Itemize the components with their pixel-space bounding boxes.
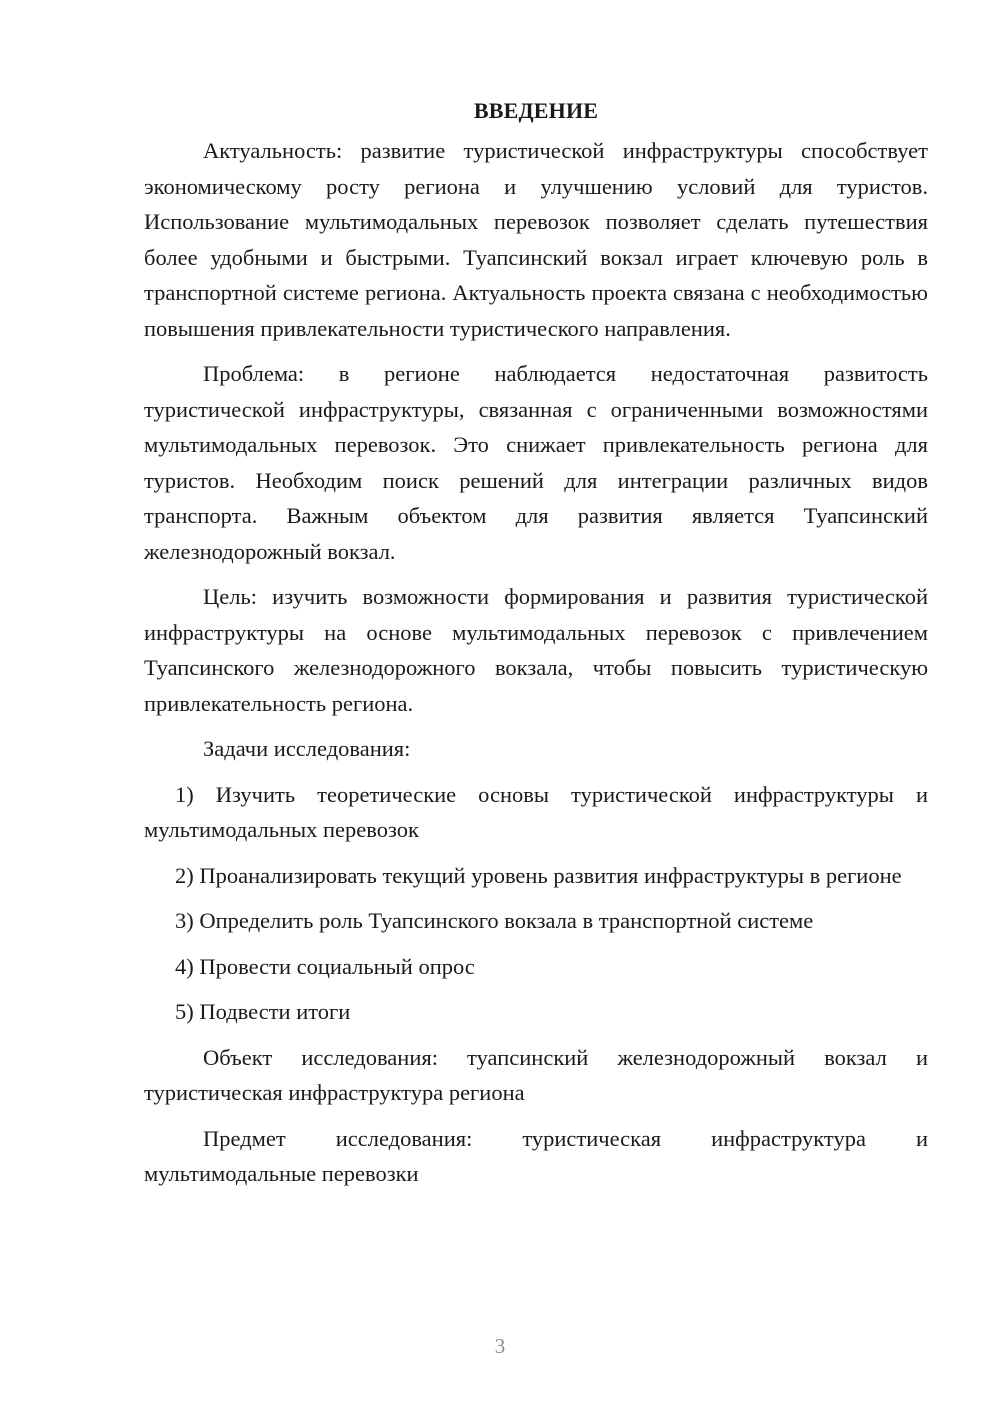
section-title: ВВЕДЕНИЕ — [473, 98, 599, 123]
subject-paragraph: Предмет исследования: туристическая инфраструктура и мультимодальные перевозки — [144, 1125, 928, 1186]
goal-paragraph: Цель: изучить возможности формирования и развития туристической инфраструктуры на основе мультимодальных перевозок с привлечением Туапсинского железнодорожного вокзала, чтобы повысить туристическую привлекательность региона. — [144, 584, 928, 716]
tasks-list — [144, 777, 928, 1030]
task-item: 2) Проанализировать текущий уровень развития инфраструктуры в регионе — [175, 862, 902, 888]
page-content — [144, 92, 928, 1192]
task-item: 5) Подвести итоги — [175, 999, 351, 1024]
object-paragraph: Объект исследования: туапсинский железнодорожный вокзал и туристическая инфраструктура региона — [144, 1044, 928, 1105]
relevance-paragraph: Актуальность: развитие туристической инфраструктуры способствует экономическому росту региона и улучшению условий для туристов. Использование мультимодальных перевозок позволяет сделать путешествия более удобными и быстрыми. Туапсинский вокзал играет ключевую роль в транспортной системе региона. Актуальность проекта связана с необходимостью повышения привлекательности туристического направления. — [144, 138, 928, 341]
page-number: 3 — [494, 1334, 506, 1358]
task-item: 3) Определить роль Туапсинского вокзала в транспортной системе — [175, 908, 814, 933]
task-item: 4) Провести социальный опрос — [175, 953, 475, 979]
tasks-heading: Задачи исследования: — [203, 736, 411, 761]
task-item: 1) Изучить теоретические основы туристической инфраструктуры и мультимодальных перевозок — [144, 781, 928, 842]
problem-paragraph: Проблема: в регионе наблюдается недостаточная развитость туристической инфраструктуры, связанная с ограниченными возможностями мультимодальных перевозок. Это снижает привлекательность региона для туристов. Необходим поиск решений для интеграции различных видов транспорта. Важным объектом для развития является Туапсинский железнодорожный вокзал. — [144, 361, 928, 564]
